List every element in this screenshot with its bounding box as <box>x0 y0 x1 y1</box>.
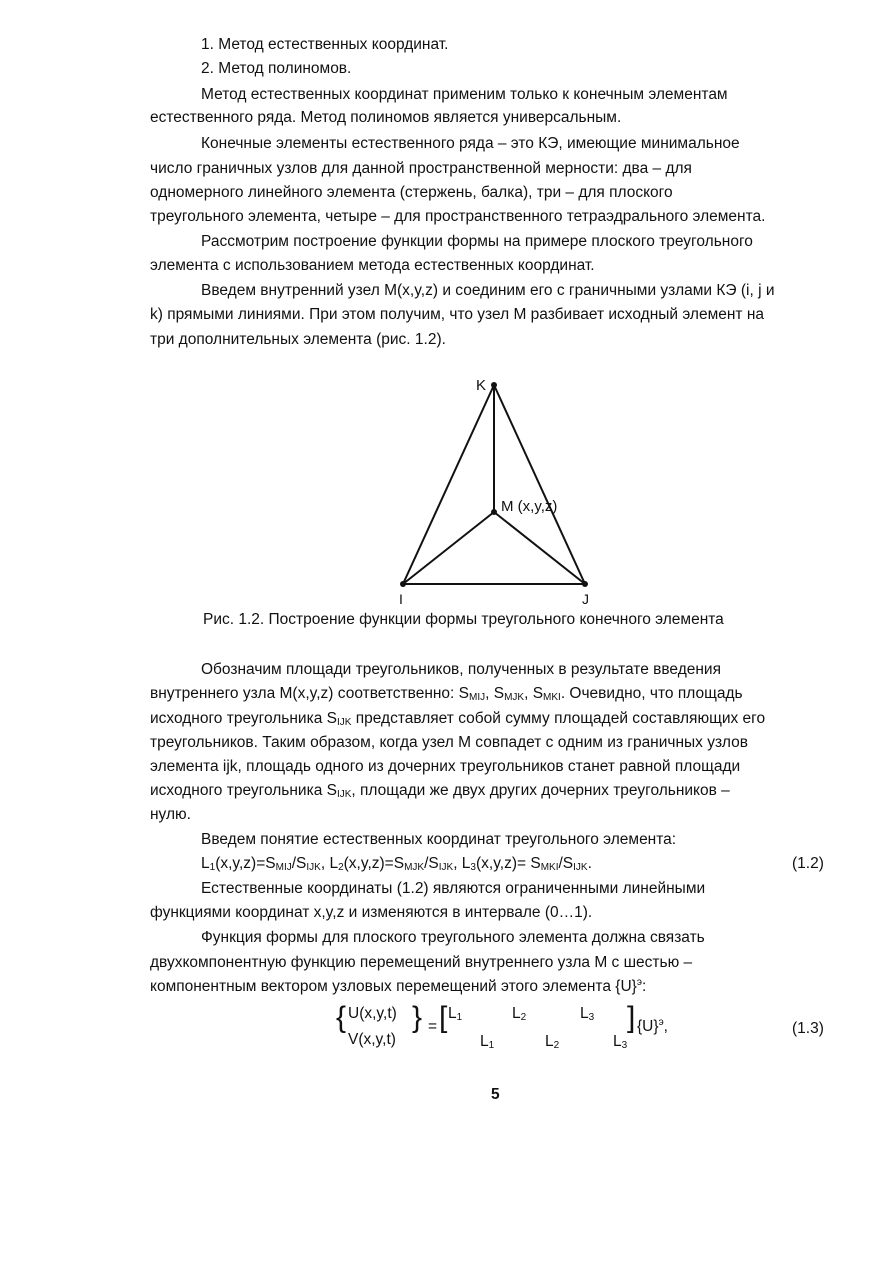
text-line: k) прямыми линиями. При этом получим, что узел M разбивает исходный элемент на <box>150 306 765 323</box>
nodal-vector: $\{U\}^э$, <box>637 1017 668 1035</box>
text-line: исходного треугольника $S_{IJK}$ представляет собой сумму площадей составляющих его <box>150 710 766 728</box>
edge-mi <box>403 512 494 584</box>
left-brace: { <box>336 1001 347 1034</box>
equals-sign: = <box>428 1018 438 1035</box>
label-m: M (x,y,z) <box>501 498 558 515</box>
text-line: Обозначим площади треугольников, полученных в результате введения <box>201 661 721 678</box>
text-line: исходного треугольника $S_{IJK}$, площади же двух других дочерних треугольников – <box>150 782 730 800</box>
text-line: нулю. <box>150 806 191 823</box>
right-brace: } <box>412 1001 423 1034</box>
left-bracket: [ <box>439 1001 448 1034</box>
text-line: Введем понятие естественных координат треугольного элемента: <box>201 831 677 848</box>
text-line: компонентным вектором узловых перемещений этого элемента $\{U\}^э$: <box>150 977 647 995</box>
text-line: Естественные координаты (1.2) являются ограниченными линейными <box>201 880 706 897</box>
equation-number: (1.2) <box>792 855 824 872</box>
text-line: элемента с использованием метода естественных координат. <box>150 257 595 274</box>
right-bracket: ] <box>627 1001 636 1034</box>
text-line: треугольников. Таким образом, когда узел M совпадет с одним из граничных узлов <box>150 734 748 751</box>
label-j: J <box>582 591 589 607</box>
text-line: Конечные элементы естественного ряда – это КЭ, имеющие минимальное <box>201 135 740 152</box>
text-line: внутреннего узла M(x,y,z) соответственно: $S_{MIJ}$, $S_{MJK}$, $S_{MKI}$. Очевидно, что площадь <box>150 685 743 703</box>
text-line: Рассмотрим построение функции формы на примере плоского треугольного <box>201 233 753 250</box>
figure-caption: Рис. 1.2. Построение функции формы треугольного конечного элемента <box>203 611 724 628</box>
node-j <box>582 581 588 587</box>
text-line: Метод естественных координат применим только к конечным элементам <box>201 86 728 103</box>
text-line: функциями координат x,y,z и изменяются в интервале (0…1). <box>150 904 593 921</box>
matrix-l3: $L_3$ <box>580 1005 595 1023</box>
text-line: элемента ijk, площадь одного из дочерних треугольников станет равной площади <box>150 758 741 775</box>
label-k: K <box>476 377 487 394</box>
matrix-l1-row2: $L_1$ <box>480 1033 495 1051</box>
text-line: одномерного линейного элемента (стержень, балка), три – для плоского <box>150 184 673 201</box>
matrix-l1: $L_1$ <box>448 1005 463 1023</box>
matrix-l2: $L_2$ <box>512 1005 527 1023</box>
page-number: 5 <box>491 1086 500 1103</box>
node-k <box>491 382 497 388</box>
label-i: I <box>399 591 403 607</box>
text-line: Функция формы для плоского треугольного элемента должна связать <box>201 929 705 946</box>
vector-v: V(x,y,t) <box>348 1031 396 1048</box>
text-line: 2. Метод полиномов. <box>201 60 352 77</box>
text-line: двухкомпонентную функцию перемещений внутреннего узла M с шестью – <box>150 954 693 971</box>
equation-number: (1.3) <box>792 1020 824 1037</box>
vector-u: U(x,y,t) <box>348 1005 397 1022</box>
text-line: 1. Метод естественных координат. <box>201 36 449 53</box>
matrix-l3-row2: $L_3$ <box>613 1033 628 1051</box>
edge-kj <box>494 385 585 584</box>
node-m <box>491 509 497 515</box>
text-line: треугольного элемента, четыре – для пространственного тетраэдрального элемента. <box>150 208 766 225</box>
text-line: три дополнительных элемента (рис. 1.2). <box>150 331 446 348</box>
edge-mj <box>494 512 585 584</box>
edge-ik <box>403 385 494 584</box>
text-line: естественного ряда. Метод полиномов является универсальным. <box>150 109 622 126</box>
text-line: Введем внутренний узел M(x,y,z) и соединим его с граничными узлами КЭ (i, j и <box>201 282 775 299</box>
equation-1-2: $L_1(x,y,z)=S_{MIJ}/S_{IJK}$, $L_2(x,y,z)=S_{MJK}/S_{IJK}$, $L_3(x,y,z)= S_{MKI}/S_{IJK}$. <box>201 855 592 873</box>
node-i <box>400 581 406 587</box>
text-line: число граничных узлов для данной пространственной мерности: два – для <box>150 160 692 177</box>
equation-1-3 <box>330 1000 830 1060</box>
matrix-l2-row2: $L_2$ <box>545 1033 560 1051</box>
